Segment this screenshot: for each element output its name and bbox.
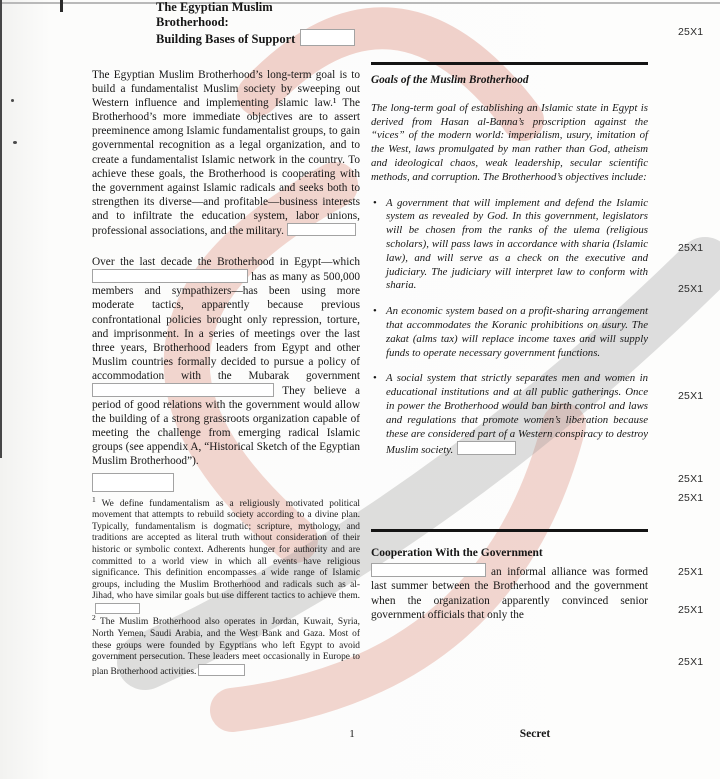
footnote-2: $^2$ The Muslim Brotherhood also operates in Jordan, Kuwait, Syria, North Yemen, Saudi Arabia, and the West Bank and Gaza. Most of these groups were founded by Egyptians who left Egypt to avoid government persecution. These leaders meet occasionally in Europe to plan Brotherhood activities. <box>92 613 360 677</box>
page-title <box>156 0 396 47</box>
redaction-box <box>198 664 245 676</box>
footnote-1: $^1$ We define fundamentalism as a religiously motivated political movement that attempts to rebuild society according to a divine plan. Typically, fundamentalism is dogmatic; scripture, mythology, and traditions are accepted as literal truth without consideration of their historic or symbolic context. Adherents hunger for authority and are committed to a world view in which all events have religious significance. This definition encompasses a wide range of Islamic groups, including the Muslim Brotherhood and radicals such as al-Jihad, who have similar goals but use different tactics to achieve them. <box>92 499 360 618</box>
goals-bullet-3: • A social system that strictly separates men and women in educational institutions and at all public gatherings. Once in power the Brotherhood would ban birth control and laws and regulations that promote women’s liberation because these are considered part of a Western conspiracy to destroy Muslim society. <box>373 372 648 457</box>
goals-bullet-1: • A government that will implement and defend the Islamic system as revealed by God. In this government, legislators will be chosen from the ranks of the ulema (religious scholars), will pass laws in accordance with sharia (Islamic law), and will serve as a check on the executive and judiciary. The judiciary will interpret law to conform with sharia. <box>373 196 648 292</box>
section-heading-cooperation: Cooperation With the Government <box>371 547 543 559</box>
goals-section-bottom-rule <box>371 529 648 532</box>
body-paragraph-2: Over the last decade the Brotherhood in Egypt—which has as many as 500,000 members and sympathizers—has been using more moderate tactics, apparently because previous confrontational policies brought only repression, torture, and imprisonment. In a series of meetings over the last three years, Brotherhood leaders from Egypt and other Muslim countries formally decided to pursue a policy of accommodation with the Mubarak government They believe a period of good relations with the government would allow the building of a strong grassroots organization capable of meeting the challenge from emerging radical Islamic groups (see appendix A, “Historical Sketch of the Egyptian Muslim Brotherhood”). <box>92 256 360 468</box>
redaction-box <box>92 473 174 492</box>
margin-marking: 25X1 <box>678 283 704 295</box>
margin-marking: 25X1 <box>678 656 704 668</box>
scan-tick-mark <box>60 0 63 12</box>
redaction-box <box>95 603 140 614</box>
left-column <box>92 68 360 678</box>
bullet-icon: • <box>373 196 377 209</box>
classification-label: Secret <box>519 728 551 740</box>
redaction-box <box>457 441 516 455</box>
redaction-box <box>300 29 355 46</box>
bullet-icon: • <box>373 305 377 318</box>
scan-edge-left <box>0 0 2 458</box>
margin-marking: 25X1 <box>678 492 704 504</box>
bullet-icon: • <box>373 372 377 385</box>
redaction-box <box>287 223 356 236</box>
footnote-marker: 1 <box>92 494 96 504</box>
goals-bullet-2: • An economic system based on a profit-sharing arrangement that accommodates the Koranic prohibitions on usury. The zakat (alms tax) will replace income taxes and will supply funds to operate necessary government functions. <box>373 305 648 359</box>
redaction-box <box>371 563 486 577</box>
page-number: 1 <box>349 728 355 740</box>
title-line-2: Brotherhood: <box>156 14 229 29</box>
footnote-marker: 2 <box>92 613 96 623</box>
scan-dot <box>11 99 14 102</box>
margin-marking: 25X1 <box>678 566 704 578</box>
margin-marking: 25X1 <box>678 390 704 402</box>
section-heading-goals: Goals of the Muslim Brotherhood <box>371 74 529 86</box>
redaction-box <box>92 269 248 283</box>
goals-lead-paragraph: The long-term goal of establishing an Islamic state in Egypt is derived from Hasan al-Banna’s proscription against the “vices” of the modern world: imperialism, usury, imitation of the West, laws promulgated by man rather than God, atheism and ideological chaos, weak leadership, secular scientific methods, and corruption. The Brotherhood’s objectives include: <box>371 101 648 183</box>
margin-marking: 25X1 <box>678 604 704 616</box>
goals-section <box>371 62 648 458</box>
cooperation-paragraph: an informal alliance was formed last summer between the Brotherhood and the government when the organization apparently convinced senior government officials that only the <box>371 563 648 622</box>
margin-marking: 25X1 <box>678 473 704 485</box>
scan-dot <box>13 141 17 144</box>
margin-marking: 25X1 <box>678 242 704 254</box>
body-paragraph-1: The Egyptian Muslim Brotherhood’s long-term goal is to build a fundamentalist Muslim society by sweeping out Western influence and implementing Islamic law.¹ The Brotherhood’s more immediate objectives are to assert preeminence among Islamic fundamentalist groups, to gain governmental recognition as a legal organization, and to create a fundamentalist Islamic network in the country. To achieve these goals, the Brotherhood is cooperating with the government against Islamic radicals and seeks both to strengthen its diverse—and profitable—business interests and to infiltrate the education system, labor unions, professional associations, and the military. <box>92 69 360 238</box>
title-line-1: The Egyptian Muslim <box>156 0 273 14</box>
margin-marking: 25X1 <box>678 26 704 38</box>
title-line-3: Building Bases of Support <box>156 29 396 47</box>
footnotes <box>92 494 360 679</box>
redaction-box <box>92 383 274 397</box>
cooperation-section <box>371 546 648 622</box>
